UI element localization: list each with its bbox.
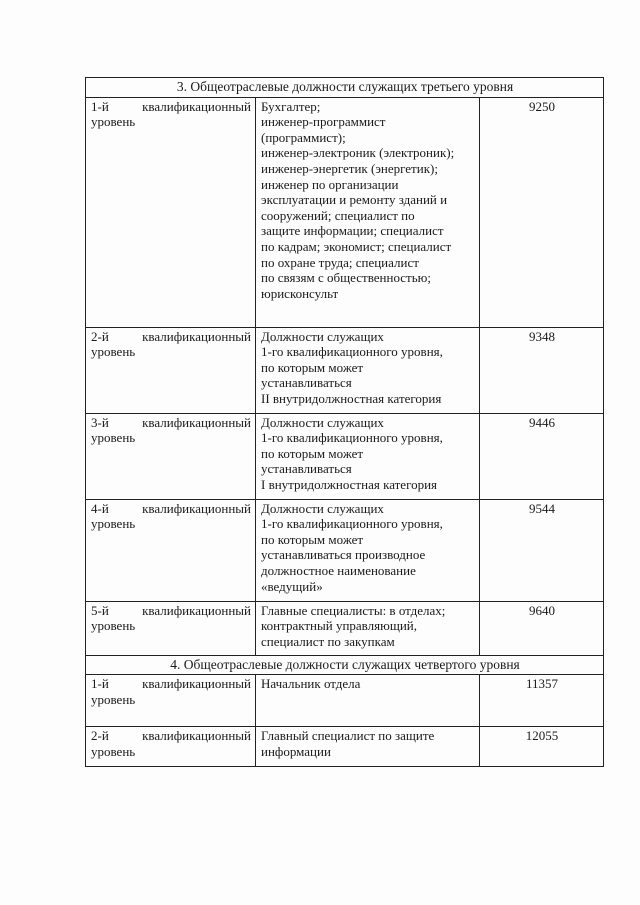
level-tail: уровень [91,743,136,759]
position-line: защите информации; специалист [261,223,444,239]
table-row [86,499,604,601]
position-line: специалист по закупкам [261,633,395,649]
level-word: квалификационный [142,728,251,744]
section-title: 3. Общеотраслевые должности служащих третьего уровня [86,78,604,98]
level-word: квалификационный [142,602,251,618]
positions-cell [256,675,480,727]
table-row [86,97,604,327]
position-line: эксплуатации и ремонту зданий и [261,192,448,208]
position-line: по охране труда; специалист [261,254,419,270]
level-word: квалификационный [142,676,251,692]
salary-cell: 9348 [480,327,604,413]
level-tail: уровень [91,516,136,532]
position-line: 1-го квалификационного уровня, [261,516,443,532]
position-line: устанавливаться [261,375,352,391]
position-line: Главный специалист по защите [261,728,435,744]
level-word: квалификационный [142,500,251,516]
salary-cell: 9250 [480,97,604,327]
level-number: 4-й [91,500,109,516]
position-line: «ведущий» [261,578,323,594]
position-line: 1-го квалификационного уровня, [261,344,443,360]
section-header-row [86,655,604,675]
table-row [86,601,604,655]
level-tail: уровень [91,114,136,130]
salary-cell: 9446 [480,413,604,499]
position-line: должностное наименование [261,562,416,578]
level-number: 2-й [91,728,109,744]
qualification-level-cell [86,675,256,727]
position-line: Главные специалисты: в отделах; [261,602,446,618]
table-row [86,413,604,499]
level-word: квалификационный [142,414,251,430]
level-number: 1-й [91,98,109,114]
positions-cell [256,413,480,499]
salary-cell: 9544 [480,499,604,601]
position-line: инженер по организации [261,176,399,192]
qualification-level-cell [86,727,256,767]
position-line: 1-го квалификационного уровня, [261,430,443,446]
level-tail: уровень [91,430,136,446]
position-line: Бухгалтер; [261,98,321,114]
level-tail: уровень [91,691,136,707]
position-line: по которым может [261,359,364,375]
position-line: I внутридолжностная категория [261,476,438,492]
position-line: II внутридолжностная категория [261,390,442,406]
salary-cell: 11357 [480,675,604,727]
position-line: устанавливаться производное [261,547,426,563]
qualification-level-cell [86,97,256,327]
position-line: по связям с общественностью; [261,270,431,286]
qualification-level-cell [86,499,256,601]
section-header-row [86,78,604,98]
position-line: Должности служащих [261,500,384,516]
level-number: 5-й [91,602,109,618]
qualification-level-cell [86,601,256,655]
salary-cell: 12055 [480,727,604,767]
position-line: контрактный управляющий, [261,618,417,634]
position-line: по которым может [261,445,364,461]
position-line: Должности служащих [261,328,384,344]
level-number: 2-й [91,328,109,344]
position-line: информации [261,743,331,759]
position-line: устанавливаться [261,461,352,477]
position-line: Начальник отдела [261,676,361,692]
position-line: по которым может [261,531,364,547]
qualification-level-cell [86,327,256,413]
position-line: инженер-энергетик (энергетик); [261,160,438,176]
position-line: инженер-программист [261,114,386,130]
position-line: Должности служащих [261,414,384,430]
positions-cell [256,499,480,601]
level-word: квалификационный [142,328,251,344]
positions-cell [256,327,480,413]
level-number: 3-й [91,414,109,430]
salary-table-body [86,78,604,767]
position-line: юрисконсульт [261,285,339,301]
position-line: (программист); [261,129,346,145]
position-line: по кадрам; экономист; специалист [261,238,452,254]
level-tail: уровень [91,344,136,360]
qualification-level-cell [86,413,256,499]
salary-cell: 9640 [480,601,604,655]
section-title: 4. Общеотраслевые должности служащих четвертого уровня [86,655,604,675]
positions-cell [256,601,480,655]
salary-table [85,77,604,767]
level-number: 1-й [91,676,109,692]
table-row [86,675,604,727]
position-line: инженер-электроник (электроник); [261,145,455,161]
table-row [86,727,604,767]
table-row [86,327,604,413]
positions-cell [256,727,480,767]
positions-cell [256,97,480,327]
position-line: сооружений; специалист по [261,207,415,223]
level-tail: уровень [91,618,136,634]
level-word: квалификационный [142,98,251,114]
